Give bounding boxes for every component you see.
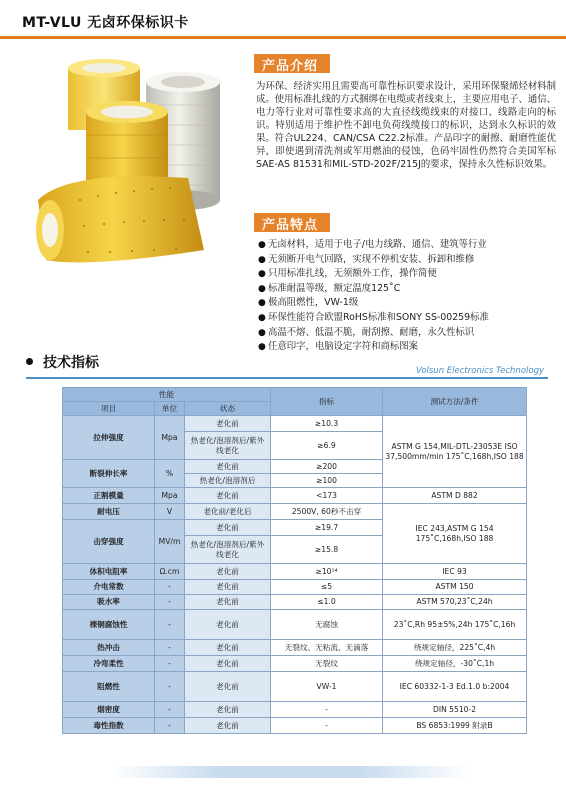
cell-value: ≤1.0 [271,595,383,610]
cell-name: 耐电压 [63,504,155,520]
cell-state: 老化前 [185,672,271,702]
cell-state: 老化前 [185,488,271,504]
header-group: 性能 [63,388,271,402]
bullet-icon: ● [258,283,266,294]
cell-value: 无裂纹、无粘流、无滴落 [271,640,383,656]
cell-method: ASTM G 154,MIL-DTL-23053E ISO 37,500mm/min 175˚C,168h,ISO 188 [383,416,527,488]
cell-name: 吸水率 [63,595,155,610]
footer-decoration [110,766,470,778]
cell-method: ASTM 570,23˚C,24h [383,595,527,610]
header-index: 指标 [271,388,383,416]
cell-state: 热老化/泡溶剂后 [185,474,271,488]
cell-unit: - [155,702,185,718]
product-photo [28,50,250,272]
cell-state: 老化前 [185,580,271,595]
cell-state: 老化前 [185,718,271,734]
page-title: MT-VLU 无卤环保标识卡 [22,15,189,31]
cell-method: BS 6853:1999 附录B [383,718,527,734]
cell-unit: V [155,504,185,520]
spec-section-title: 技术指标 [26,352,99,372]
feature-item: ● 无卤材料，适用于电子/电力线路、通信、建筑等行业 [258,238,558,253]
cell-name: 断裂伸长率 [63,460,155,488]
header-unit: 单位 [155,402,185,416]
cell-method: DIN 5510-2 [383,702,527,718]
header-state: 状态 [185,402,271,416]
spec-divider [26,377,548,379]
table-row [63,504,527,520]
cell-name: 冷弯柔性 [63,656,155,672]
intro-section-title: 产品介绍 [254,54,330,73]
cell-name: 拉伸强度 [63,416,155,460]
spec-table [62,387,527,734]
table-row [63,610,527,640]
header-method: 测试方法/条件 [383,388,527,416]
cell-unit: - [155,718,185,734]
bullet-icon: ● [258,298,266,309]
feature-item: ● 环保性能符合欧盟RoHS标准和SONY SS-00259标准 [258,311,558,326]
feature-item: ● 任意印字，电脑设定字符和商标图案 [258,340,558,355]
cell-state: 老化前 [185,640,271,656]
bullet-icon: ● [258,312,266,323]
cell-value: ≥19.7 [271,520,383,536]
cell-value: ≥15.8 [271,536,383,564]
brand-name: Volsun Electronics Technology [416,366,545,376]
table-row [63,416,527,432]
cell-unit: Mpa [155,416,185,460]
cell-name: 热冲击 [63,640,155,656]
cell-state: 老化前 [185,702,271,718]
cell-value: 无裂纹 [271,656,383,672]
title-divider [0,36,566,39]
bullet-icon: ● [258,327,266,338]
cell-unit: - [155,595,185,610]
cell-state: 老化前 [185,416,271,432]
table-row [63,580,527,595]
table-row [63,702,527,718]
table-row [63,656,527,672]
cell-value: ≥10.3 [271,416,383,432]
cell-value: <173 [271,488,383,504]
cell-name: 体积电阻率 [63,564,155,580]
bullet-icon: ● [258,240,266,250]
cell-value: ≥10¹⁴ [271,564,383,580]
cell-name: 烟密度 [63,702,155,718]
cell-unit: Mpa [155,488,185,504]
cell-unit: % [155,460,185,488]
bullet-icon: ● [258,254,266,265]
table-row [63,718,527,734]
cell-method: IEC 93 [383,564,527,580]
features-list [258,238,558,355]
cell-value: ≥200 [271,460,383,474]
cell-value: 无腐蚀 [271,610,383,640]
table-row [63,595,527,610]
bullet-icon [26,358,33,365]
cell-method: IEC 243,ASTM G 154 175˚C,168h,ISO 188 [383,504,527,564]
cell-state: 热老化/泡溶剂后/紫外线老化 [185,432,271,460]
cell-method: ASTM D 882 [383,488,527,504]
table-row [63,672,527,702]
table-row [63,488,527,504]
cell-unit: - [155,672,185,702]
cell-value: 2500V, 60秒不击穿 [271,504,383,520]
feature-item: ● 无须断开电气回路，实现不停机安装、拆卸和维修 [258,253,558,268]
cell-value: - [271,702,383,718]
cell-state: 热老化/泡溶剂后/紫外线老化 [185,536,271,564]
feature-item: ● 只用标准扎线，无须额外工作，操作简便 [258,267,558,282]
cell-unit: - [155,656,185,672]
intro-paragraph: 为环保、经济实用且需要高可靠性标识要求设计，采用环保聚烯烃材料制成。使用标准扎线的方式捆绑在电缆或者线束上，主要应用电子、通信、电力等行业对可靠性要求高的大直径线缆线束的对接口、线路走向的标识。特别适用于维护性不卸电负荷线缆接口的标识，达到永久标识的效果。符合UL224、CAN/CSA C22.2标准。产品印字的耐擦、耐磨性能优异，即使遇到清洗剂或军用燃油的侵蚀，色码牢固性仍然符合美国军标SAE-AS 81531和MIL-STD-202F/215J的要求，保持永久性标识效果。 [256,81,557,170]
table-row [63,564,527,580]
table-row [63,640,527,656]
feature-item: ● 高温不熔、低温不脆，耐刮擦、耐磨，永久性标识 [258,326,558,341]
cell-name: 阻燃性 [63,672,155,702]
cell-state: 老化前/老化后 [185,504,271,520]
feature-item: ● 极高阻燃性，VW-1级 [258,296,558,311]
cell-value: ≥6.9 [271,432,383,460]
cell-name: 毒性指数 [63,718,155,734]
cell-state: 老化前 [185,520,271,536]
cell-method: 23˚C,Rh 95±5%,24h 175˚C,16h [383,610,527,640]
features-section-title: 产品特点 [254,213,330,232]
cell-state: 老化前 [185,564,271,580]
cell-method: 绕规定轴径，225˚C,4h [383,640,527,656]
cell-name: 裸铜腐蚀性 [63,610,155,640]
cell-method: 绕规定轴径，-30˚C,1h [383,656,527,672]
bullet-icon: ● [258,269,266,280]
cell-unit: Ω.cm [155,564,185,580]
cell-unit: - [155,580,185,595]
cell-value: ≤5 [271,580,383,595]
bullet-icon: ● [258,342,266,353]
feature-item: ● 标准耐温等级，额定温度125˚C [258,282,558,297]
cell-unit: - [155,640,185,656]
cell-value: - [271,718,383,734]
cell-method: ASTM 150 [383,580,527,595]
cell-value: ≥100 [271,474,383,488]
cell-unit: MV/m [155,520,185,564]
cell-state: 老化前 [185,610,271,640]
cell-value: VW-1 [271,672,383,702]
cell-name: 介电常数 [63,580,155,595]
cell-state: 老化前 [185,595,271,610]
table-header-row [63,388,527,402]
cell-state: 老化前 [185,460,271,474]
cell-name: 击穿强度 [63,520,155,564]
cell-method: IEC 60332-1-3 Ed.1.0 b:2004 [383,672,527,702]
header-item: 项目 [63,402,155,416]
cell-state: 老化前 [185,656,271,672]
cell-unit: - [155,610,185,640]
cell-name: 正割模量 [63,488,155,504]
